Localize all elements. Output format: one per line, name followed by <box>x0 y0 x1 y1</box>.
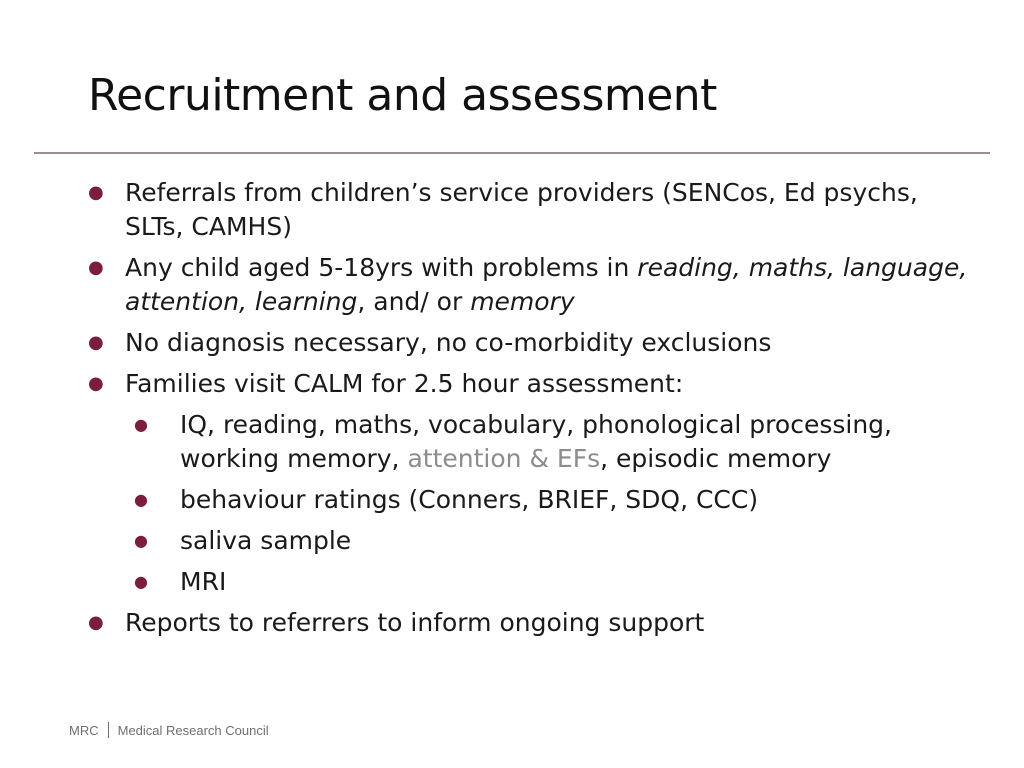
bullet-icon: ● <box>134 490 148 509</box>
bullet-text: Referrals from children’s service providers (SENCos, Ed psychs, SLTs, CAMHS) <box>125 178 918 241</box>
bullet-text: No diagnosis necessary, no co-morbidity exclusions <box>125 328 772 357</box>
bullet-text: saliva sample <box>180 526 352 555</box>
bullet-text-italic: reading, maths, language, attention, learning <box>125 253 968 316</box>
sub-bullet-item <box>134 483 968 517</box>
bullet-icon: ● <box>88 257 104 278</box>
bullet-icon: ● <box>88 332 104 353</box>
footer-org-full: Medical Research Council <box>117 722 269 738</box>
bullet-text: IQ, reading, maths, vocabulary, phonological processing, working memory, <box>180 410 892 473</box>
bullet-text: Families visit CALM for 2.5 hour assessment: <box>125 369 684 398</box>
bullet-icon: ● <box>88 373 104 394</box>
bullet-text: Any child aged 5-18yrs with problems in <box>125 253 638 282</box>
bullet-text-muted: attention & EFs <box>407 444 601 473</box>
bullet-item <box>88 176 968 244</box>
bullet-text: , episodic memory <box>600 444 832 473</box>
bullet-text-italic: memory <box>470 287 575 316</box>
sub-bullet-item <box>134 408 968 476</box>
bullet-list <box>88 176 968 647</box>
bullet-icon: ● <box>134 415 148 434</box>
bullet-text: Reports to referrers to inform ongoing support <box>125 608 705 637</box>
footer-org-short: MRC <box>69 722 99 738</box>
bullet-item <box>88 606 968 640</box>
bullet-item <box>88 367 968 401</box>
sub-bullet-list <box>134 408 968 599</box>
bullet-text: , and/ or <box>357 287 471 316</box>
bullet-item <box>88 326 968 360</box>
title-divider <box>34 152 990 154</box>
bullet-icon: ● <box>134 531 148 550</box>
bullet-item <box>88 251 968 319</box>
bullet-text: MRI <box>180 567 227 596</box>
sub-bullet-item <box>134 524 968 558</box>
bullet-icon: ● <box>88 612 104 633</box>
slide-title: Recruitment and assessment <box>88 70 717 121</box>
bullet-icon: ● <box>88 182 104 203</box>
bullet-text: behaviour ratings (Conners, BRIEF, SDQ, CCC) <box>180 485 759 514</box>
bullet-icon: ● <box>134 572 148 591</box>
sub-bullet-item <box>134 565 968 599</box>
footer-separator <box>108 722 109 738</box>
footer-logo <box>69 722 269 738</box>
